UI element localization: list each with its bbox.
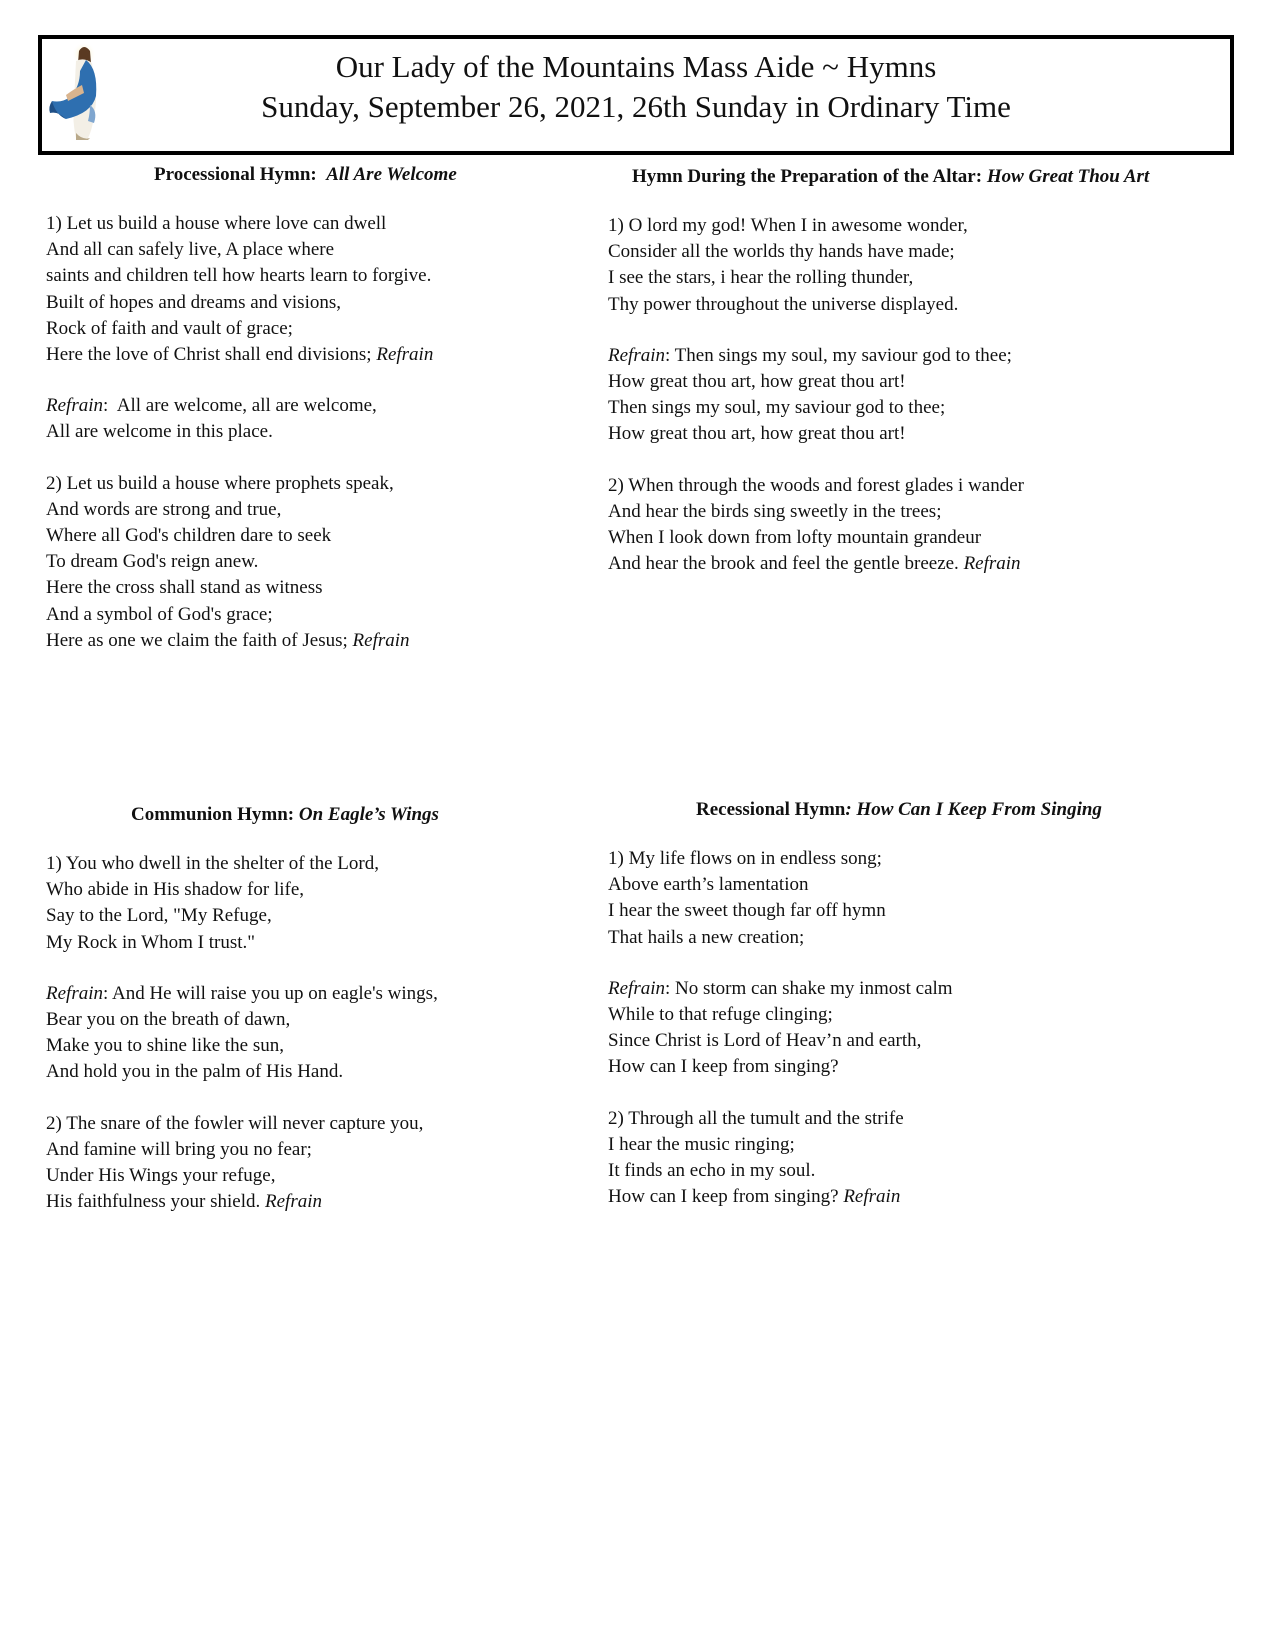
hymn-title: : How Can I Keep From Singing — [845, 799, 1102, 820]
lyric-line — [608, 1184, 1228, 1210]
lyric-text: 1) Let us build a house where love can dwell — [46, 213, 387, 234]
lyric-line — [46, 419, 586, 445]
lyric-text: How great thou art, how great thou art! — [608, 371, 906, 393]
lyric-text: Bear you on the breath of dawn, — [46, 1009, 291, 1031]
refrain-label: Refrain — [608, 344, 665, 366]
lyric-text: While to that refuge clinging; — [608, 1004, 833, 1026]
verse — [46, 393, 586, 445]
lyric-text: : No storm can shake my inmost calm — [665, 977, 953, 999]
lyric-text: Consider all the worlds thy hands have made; — [608, 241, 955, 263]
lyric-line — [46, 211, 586, 237]
lyric-text: 2) Let us build a house where prophets speak, — [46, 472, 394, 494]
lyric-text: And words are strong and true, — [46, 498, 282, 520]
lyric-line — [46, 1163, 586, 1189]
lyric-text: My Rock in Whom I trust." — [46, 931, 256, 953]
hymn-label: Recessional Hymn — [696, 799, 846, 820]
lyric-line — [608, 1028, 1228, 1054]
lyric-text: His faithfulness your shield. — [46, 1191, 266, 1213]
communion-hymn — [46, 803, 586, 1240]
lyric-line — [46, 471, 586, 497]
lyric-text: : Then sings my soul, my saviour god to thee; — [665, 344, 1012, 366]
hymn-label: Hymn During the Preparation of the Altar: — [632, 166, 987, 187]
lyric-text: 2) When through the woods and forest glades i wander — [608, 474, 1024, 496]
lyric-line — [608, 1158, 1228, 1184]
hymn-lyrics — [608, 213, 1228, 577]
lyric-text: 2) Through all the tumult and the strife — [608, 1107, 904, 1129]
verse — [608, 976, 1228, 1081]
lyric-text: : All are welcome, all are welcome, — [103, 395, 377, 417]
hymn-lyrics — [608, 846, 1228, 1210]
lyric-line — [46, 628, 586, 654]
lyric-line — [608, 1002, 1228, 1028]
lyric-line — [46, 877, 586, 903]
lyric-text: Here as one we claim the faith of Jesus; — [46, 629, 353, 651]
lyric-text: To dream God's reign anew. — [46, 551, 259, 573]
lyric-text: And a symbol of God's grace; — [46, 603, 273, 625]
verse — [46, 851, 586, 956]
refrain-cue: Refrain — [843, 1186, 901, 1208]
lyric-line — [46, 237, 586, 263]
lyric-text: How great thou art, how great thou art! — [608, 423, 906, 445]
lyric-text: Built of hopes and dreams and visions, — [46, 291, 341, 313]
lyric-line — [608, 551, 1228, 577]
lyric-line — [608, 1132, 1228, 1158]
title-line-2: Sunday, September 26, 2021, 26th Sunday in Ordinary Time — [261, 89, 1011, 124]
lyric-text: And hold you in the palm of His Hand. — [46, 1061, 344, 1083]
lyric-line — [46, 1007, 586, 1033]
lyric-text: saints and children tell how hearts learn to forgive. — [46, 265, 432, 287]
verse — [46, 211, 586, 368]
lyric-line — [608, 239, 1228, 265]
hymn-heading — [46, 803, 586, 827]
lyric-line — [46, 981, 586, 1007]
refrain-cue: Refrain — [352, 629, 410, 651]
refrain-cue: Refrain — [376, 344, 434, 366]
lyric-line — [46, 851, 586, 877]
lyric-text: I see the stars, i hear the rolling thunder, — [608, 267, 914, 289]
hymn-title: On Eagle’s Wings — [298, 804, 439, 825]
lyric-line — [608, 473, 1228, 499]
lyric-text: Here the love of Christ shall end divisions; — [46, 344, 377, 366]
lyric-line — [608, 499, 1228, 525]
lyric-text: All are welcome in this place. — [46, 421, 273, 443]
lyric-line — [46, 263, 586, 289]
lyric-text: Thy power throughout the universe displayed. — [608, 293, 959, 315]
verse — [608, 343, 1228, 448]
lyric-line — [608, 846, 1228, 872]
lyric-line — [46, 575, 586, 601]
lyric-line — [46, 1189, 586, 1215]
hymn-title: All Are Welcome — [326, 164, 457, 185]
verse — [608, 213, 1228, 318]
lyric-text: Make you to shine like the sun, — [46, 1035, 284, 1057]
lyric-line — [46, 523, 586, 549]
refrain-label: Refrain — [46, 982, 103, 1004]
lyric-text: I hear the sweet though far off hymn — [608, 900, 886, 922]
hymn-lyrics — [46, 851, 586, 1215]
lyric-line — [608, 369, 1228, 395]
hymn-heading — [46, 163, 586, 187]
lyric-text: And hear the brook and feel the gentle breeze. — [608, 553, 964, 575]
lyric-line — [608, 872, 1228, 898]
processional-hymn — [46, 163, 586, 679]
lyric-text: : And He will raise you up on eagle's wings, — [103, 982, 438, 1004]
lyric-line — [46, 1111, 586, 1137]
preparation-hymn — [608, 165, 1228, 602]
lyric-line — [46, 1137, 586, 1163]
lyric-line — [608, 925, 1228, 951]
lyric-text: How can I keep from singing? — [608, 1186, 844, 1208]
hymn-title: How Great Thou Art — [986, 166, 1150, 187]
recessional-hymn — [608, 798, 1228, 1235]
verse — [46, 1111, 586, 1216]
lyric-line — [46, 342, 586, 368]
lyric-line — [608, 525, 1228, 551]
lyric-text: Under His Wings your refuge, — [46, 1165, 276, 1187]
hymn-heading — [608, 165, 1228, 189]
lyric-line — [608, 265, 1228, 291]
lyric-line — [608, 421, 1228, 447]
lyric-line — [608, 395, 1228, 421]
title-line-1: Our Lady of the Mountains Mass Aide ~ Hymns — [335, 49, 937, 84]
hymn-lyrics — [46, 211, 586, 654]
lyric-line — [608, 1106, 1228, 1132]
lyric-text: That hails a new creation; — [608, 926, 805, 948]
refrain-label: Refrain — [608, 977, 665, 999]
page-header — [38, 35, 1234, 155]
lyric-text: And all can safely live, A place where — [46, 239, 335, 261]
lyric-line — [46, 1059, 586, 1085]
verse — [608, 473, 1228, 578]
verse — [608, 1106, 1228, 1211]
lyric-line — [46, 930, 586, 956]
lyric-text: How can I keep from singing? — [608, 1056, 839, 1078]
lyric-line — [46, 497, 586, 523]
lyric-line — [608, 1054, 1228, 1080]
lyric-line — [608, 976, 1228, 1002]
lyric-line — [46, 1033, 586, 1059]
lyric-line — [46, 393, 586, 419]
lyric-line — [608, 898, 1228, 924]
refrain-cue: Refrain — [963, 553, 1021, 575]
page-title — [42, 47, 1230, 127]
refrain-cue: Refrain — [265, 1191, 323, 1213]
lyric-text: I hear the music ringing; — [608, 1133, 795, 1155]
lyric-text: Since Christ is Lord of Heav’n and earth, — [608, 1030, 922, 1052]
lyric-text: Here the cross shall stand as witness — [46, 577, 323, 599]
lyric-text: And famine will bring you no fear; — [46, 1138, 312, 1160]
lyric-text: Above earth’s lamentation — [608, 874, 809, 896]
lyric-text: Where all God's children dare to seek — [46, 525, 332, 547]
lyric-text: Who abide in His shadow for life, — [46, 879, 305, 901]
lyric-text: It finds an echo in my soul. — [608, 1160, 816, 1182]
lyric-text: And hear the birds sing sweetly in the trees; — [608, 500, 942, 522]
lyric-line — [608, 292, 1228, 318]
lyric-text: 2) The snare of the fowler will never capture you, — [46, 1112, 424, 1134]
lyric-text: Say to the Lord, "My Refuge, — [46, 905, 272, 927]
lyric-line — [46, 316, 586, 342]
hymn-heading — [608, 798, 1228, 822]
lyric-text: Then sings my soul, my saviour god to thee; — [608, 397, 946, 419]
lyric-line — [608, 213, 1228, 239]
verse — [608, 846, 1228, 951]
lyric-line — [46, 903, 586, 929]
lyric-text: Rock of faith and vault of grace; — [46, 317, 293, 339]
hymn-label: Communion Hymn: — [131, 804, 299, 825]
lyric-text: When I look down from lofty mountain grandeur — [608, 527, 982, 549]
verse — [46, 981, 586, 1086]
verse — [46, 471, 586, 654]
lyric-text: 1) My life flows on in endless song; — [608, 848, 882, 869]
lyric-line — [608, 343, 1228, 369]
hymn-label: Processional Hymn: — [154, 164, 327, 185]
refrain-label: Refrain — [46, 395, 103, 417]
lyric-line — [46, 602, 586, 628]
lyric-line — [46, 549, 586, 575]
lyric-text: 1) O lord my god! When I in awesome wonder, — [608, 215, 968, 236]
lyric-line — [46, 290, 586, 316]
lyric-text: 1) You who dwell in the shelter of the Lord, — [46, 853, 379, 874]
